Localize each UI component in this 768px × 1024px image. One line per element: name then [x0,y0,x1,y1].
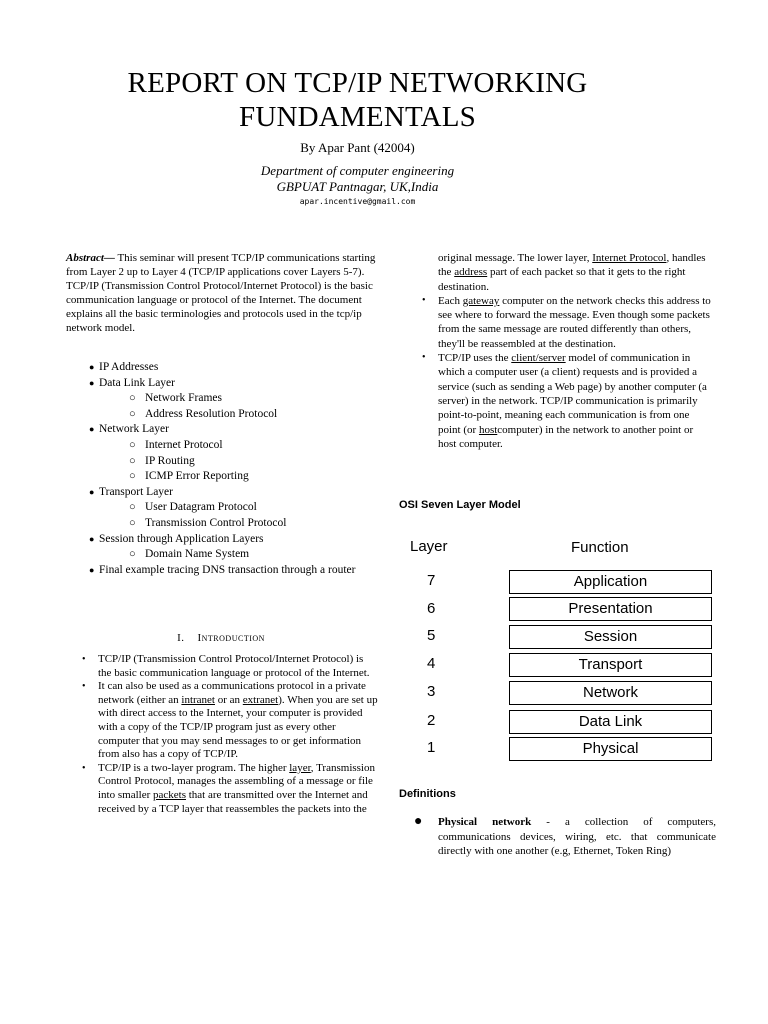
bullet-icon: ● [89,533,95,544]
institution: GBPUAT Pantnagar, UK,India [276,179,439,194]
abstract [66,251,376,335]
bullet-icon: • [82,681,86,693]
osi-layer-box: Network [509,681,712,705]
list-item: • Each gateway computer on the network checks this address to see where to forward the message. Even though some packets from the same message are routed differently than others, they'll be reassembled at the destination. [422,294,711,350]
subtopic-item: ○ Transmission Control Protocol [89,516,379,532]
author-email[interactable]: apar.incentive@gmail.com [299,197,416,206]
client-server-link[interactable]: client/server [511,352,566,365]
circle-bullet-icon: ○ [129,501,136,514]
affiliation [0,163,715,195]
internet-protocol-link[interactable]: Internet Protocol [592,252,667,264]
bullet-icon: ● [89,424,95,435]
section-heading-introduction: I. Introduction [177,632,265,644]
subtopic-item: ○ Domain Name System [89,547,379,563]
bullet-icon: ● [89,564,95,575]
layer-link[interactable]: layer [289,761,311,774]
bullet-icon: ● [89,362,95,372]
continued-paragraph: original message. The lower layer, Internet Protocol, handles the address part of each packet so that it gets to the right destination. [438,252,706,293]
list-item: • TCP/IP (Transmission Control Protocol/Internet Protocol) is the basic communication language or protocol of the Internet. [82,653,370,679]
definition-text: - a collection of computers, communications devices, wiring, etc. that communicate directly with one another (e.g, Ethernet, Token Ring) [438,816,716,857]
circle-bullet-icon: ○ [129,392,136,405]
gateway-link[interactable]: gateway [462,294,500,307]
osi-layer-number: 4 [427,655,436,672]
list-item: • TCP/IP is a two-layer program. The higher layer, Transmission Control Protocol, manages the assembling of a message or file into smaller packets that are transmitted over the Internet and received by a TCP layer that reassembles the packets into the [82,761,375,815]
address-link[interactable]: address [454,266,488,279]
bullet-icon: • [82,654,86,665]
bullet-icon: ● [89,377,95,388]
paper-title [0,66,715,134]
osi-layer-number: 7 [427,572,436,589]
circle-bullet-icon: ○ [129,516,136,529]
bullet-icon: • [422,352,426,364]
circle-bullet-icon: ○ [129,438,136,451]
osi-layer-box: Session [509,625,712,649]
osi-layer-box: Transport [509,653,712,677]
abstract-label: Abstract— [66,252,115,264]
bullet-icon: • [422,294,426,306]
title-line-1: REPORT ON TCP/IP NETWORKING [127,67,588,99]
introduction-list [74,653,378,816]
topic-item: ● Session through Application Layers [89,532,379,548]
topic-item: ● Data Link Layer [89,376,379,392]
topic-item: ● Final example tracing DNS transaction through a router [89,563,379,579]
topic-item: ● Transport Layer [89,485,379,501]
definition-item [414,815,716,859]
host-link[interactable]: host [478,423,498,436]
osi-layer-box: Presentation [509,597,712,621]
osi-layer-box: Physical [509,737,712,761]
osi-layer-number: 2 [427,712,436,729]
subtopic-item: ○ Network Frames [89,391,379,407]
packets-link[interactable]: packets [153,788,186,801]
extranet-link[interactable]: extranet [242,693,279,706]
circle-bullet-icon: ○ [129,407,136,420]
subtopic-item: ○ IP Routing [89,454,379,470]
osi-layer-box: Application [509,570,712,594]
list-item: • It can also be used as a communications protocol in a private network (either an intranet or an extranet). When you are set up with direct access to the Internet, your computer is provided with a copy of the TCP/IP program just as every other computer that you may send messages to or get information from also has a copy of TCP/IP. [82,680,378,761]
definition-term: Physical network [438,816,532,828]
circle-bullet-icon: ○ [129,470,136,483]
definitions-heading: Definitions [399,788,456,800]
osi-layer-number: 6 [427,600,436,617]
topic-list [89,360,379,578]
osi-heading: OSI Seven Layer Model [399,499,521,511]
circle-bullet-icon: ○ [129,548,136,561]
osi-layer-number: 3 [427,683,436,700]
topic-item: ● IP Addresses [89,360,379,376]
circle-bullet-icon: ○ [129,454,136,467]
abstract-text: This seminar will present TCP/IP communications starting from Layer 2 up to Layer 4 (TCP/IP applications cover Layers 5-7). TCP/IP (Transmission Control Protocol/Internet Protocol) is the basic communication language or protocol of the Internet. The document explains all the basic terminologies and protocols used in the tcp/ip network model. [66,252,376,334]
bullet-icon: • [82,762,86,774]
subtopic-item: ○ ICMP Error Reporting [89,469,379,485]
topic-item: ● Network Layer [89,422,379,438]
osi-layer-number: 5 [427,627,436,644]
department: Department of computer engineering [260,163,455,178]
list-item: • TCP/IP uses the client/server model of communication in which a computer user (a client) requests and is provided a service (such as sending a Web page) by another computer (a server) in the network. TCP/IP communication is primarily point-to-point, meaning each communication is from one point (or hostcomputer) in the network to another point or host computer. [422,352,707,450]
osi-layer-column-header: Layer [410,538,448,555]
osi-layer-number: 1 [427,739,436,756]
subtopic-item: ○ Address Resolution Protocol [89,407,379,423]
right-column-text [414,251,714,451]
osi-function-column-header: Function [571,539,629,556]
author-line: By Apar Pant (42004) [300,140,415,155]
osi-layer-box: Data Link [509,710,712,734]
subtopic-item: ○ Internet Protocol [89,438,379,454]
intranet-link[interactable]: intranet [181,693,215,706]
subtopic-item: ○ User Datagram Protocol [89,500,379,516]
title-line-2: FUNDAMENTALS [239,101,476,133]
bullet-icon: ● [89,486,95,497]
bullet-icon: ● [414,814,423,829]
